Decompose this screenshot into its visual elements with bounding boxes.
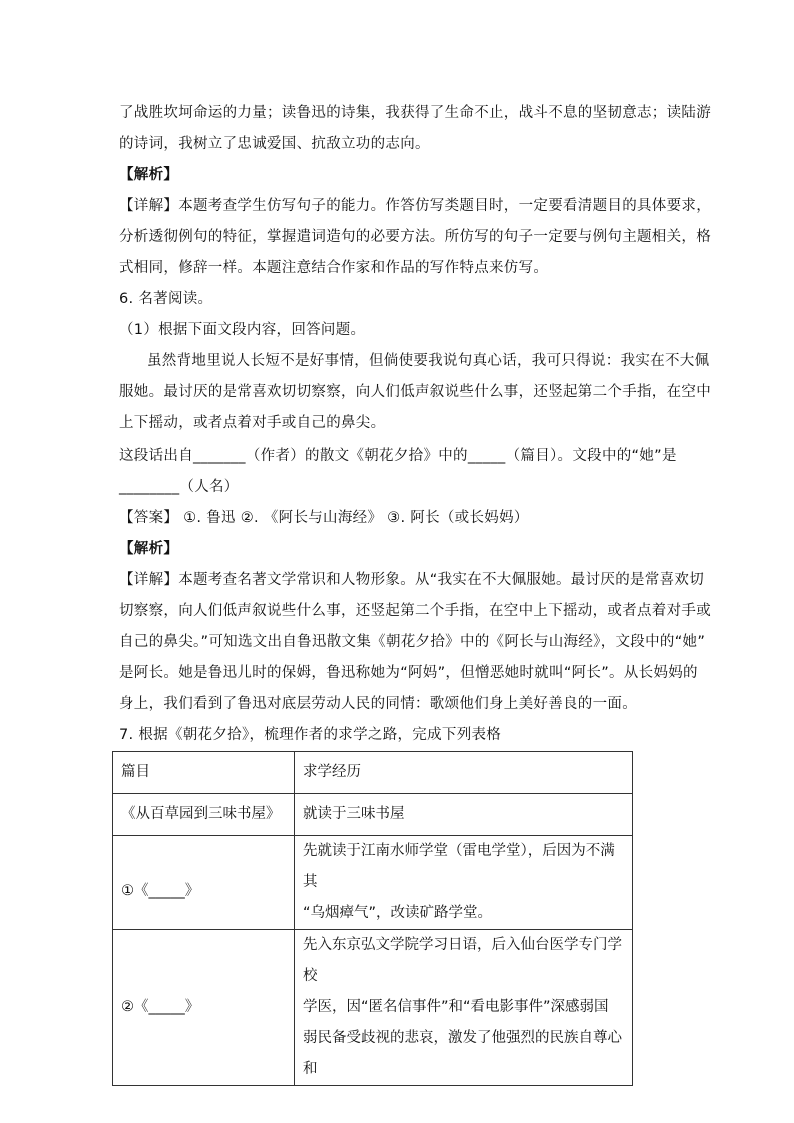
question-line: 这段话出自_______（作者）的散文《朝花夕拾》中的_____（篇目）。文段中的“她”是 <box>119 448 677 464</box>
table-header-cell: 篇目 <box>113 752 295 794</box>
detail-text: 先就读于江南水师学堂（雷电学堂），后因为不满其 <box>303 843 615 890</box>
passage-line: 虽然背地里说人长短不是好事情，但倘使要我说句真心话，我可只得说：我实在不大佩 <box>147 353 710 369</box>
detail-text: 就读于三味书屋 <box>303 806 405 822</box>
analysis-heading: 【解析】 <box>119 167 179 183</box>
table-row <box>113 794 633 836</box>
detail-text: “乌烟瘴气”，改读矿路学堂。 <box>303 905 493 921</box>
text-line: 【详解】本题考查学生仿写句子的能力。作答仿写类题目时，一定要看清题目的具体要求， <box>119 198 711 214</box>
study-path-table <box>112 751 633 1086</box>
detail-line: 切察察，向人们低声叙说些什么事，还竖起第二个手指，在空中上下摇动，或者点着对手或 <box>119 603 711 619</box>
text-line: 了战胜坎坷命运的力量；读鲁迅的诗集，我获得了生命不止，战斗不息的坚韧意志；读陆游 <box>119 105 711 121</box>
table-cell-detail <box>295 930 633 1086</box>
table-header-cell: 求学经历 <box>295 752 633 794</box>
detail-line: 身上，我们看到了鲁迅对底层劳动人民的同情：歌颂他们身上美好善良的一面。 <box>119 696 637 712</box>
detail-line: 自己的鼻尖。”可知选文出自鲁迅散文集《朝花夕拾》中的《阿长与山海经》，文段中的“她” <box>119 634 706 650</box>
detail-text: 学医，因“匿名信事件”和“看电影事件”深感弱国 <box>303 999 609 1015</box>
table-cell-title: 《从百草园到三味书屋》 <box>113 794 295 836</box>
analysis-heading: 【解析】 <box>119 541 179 557</box>
table-cell-detail <box>295 794 633 836</box>
question-6-sub: （1）根据下面文段内容，回答问题。 <box>119 322 366 338</box>
text-line: 式相同，修辞一样。本题注意结合作家和作品的写作特点来仿写。 <box>119 260 549 276</box>
answer-line: 【答案】 ①. 鲁迅 ②. 《阿长与山海经》 ③. 阿长（或长妈妈） <box>119 510 529 526</box>
passage-line: 服她。最讨厌的是常喜欢切切察察，向人们低声叙说些什么事，还竖起第二个手指，在空中 <box>119 384 711 400</box>
detail-text: 弱民备受歧视的悲哀，激发了他强烈的民族自尊心和 <box>303 1030 622 1077</box>
table-cell-title <box>113 930 295 1086</box>
passage-line: 上下摇动，或者点着对手或自己的鼻尖。 <box>119 415 386 431</box>
detail-line: 【详解】本题考查名著文学常识和人物形象。从“我实在不大佩服她。最讨厌的是常喜欢切 <box>119 572 705 588</box>
question-7-title: 7. 根据《朝花夕拾》，梳理作者的求学之路，完成下列表格 <box>119 727 502 743</box>
text-line: 的诗词，我树立了忠诚爱国、抗敌立功的志向。 <box>119 136 430 152</box>
question-line: ________（人名） <box>119 479 239 495</box>
question-6-title: 6. 名著阅读。 <box>119 291 213 307</box>
table-header-row <box>113 752 633 794</box>
blank-title: ②《_____》 <box>121 999 200 1015</box>
table-cell-title <box>113 836 295 930</box>
table-row <box>113 836 633 930</box>
detail-text: 先入东京弘文学院学习日语，后入仙台医学专门学校 <box>303 937 622 984</box>
text-line: 分析透彻例句的特征，掌握遣词造句的必要方法。所仿写的句子一定要与例句主题相关，格 <box>119 229 711 245</box>
blank-title: ①《_____》 <box>121 883 200 899</box>
table-row <box>113 930 633 1086</box>
table-cell-detail <box>295 836 633 930</box>
detail-line: 是阿长。她是鲁迅儿时的保姆，鲁迅称她为“阿妈”，但憎恶她时就叫“阿长”。从长妈妈的 <box>119 665 698 681</box>
